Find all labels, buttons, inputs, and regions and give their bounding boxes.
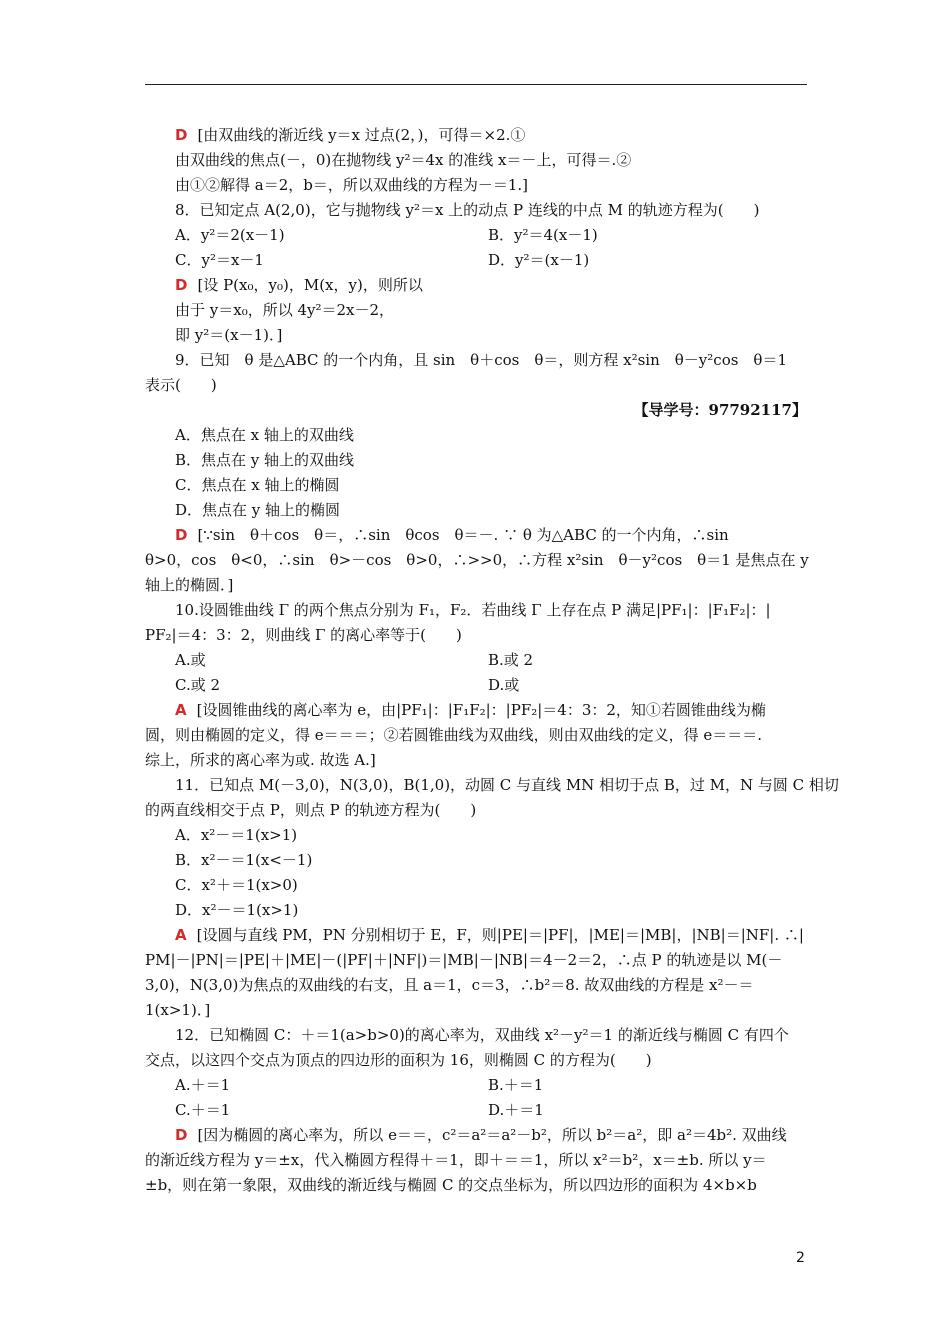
option-row [145,1073,807,1098]
page-content [145,123,839,1198]
solution-line: θ>0，cos θ<0，∴sin θ>－cos θ>0，∴>>0，∴方程 x²sin θ－y²cos θ＝1 是焦点在 y [145,551,809,569]
option-d: D.或 [488,676,520,694]
option-c: C.或 2 [175,676,221,694]
option-a: A．焦点在 x 轴上的双曲线 [175,426,354,444]
solution-line: 由于 y＝x₀，所以 4y²＝2x－2， [175,301,395,319]
option-b: B.＋＝1 [488,1076,544,1094]
question-stem: 8．已知定点 A(2,0)，它与抛物线 y²＝x 上的动点 P 连线的中点 M 的轨迹方程为( ) [175,201,760,219]
solution-line: PM|－|PN|＝|PE|＋|ME|－(|PF|＋|NF|)＝|MB|－|NB|＝4－2＝2，∴点 P 的轨迹是以 M(－ [145,951,783,969]
solution-line: 3,0)，N(3,0)为焦点的双曲线的右支，且 a＝1，c＝3，∴b²＝8. 故双曲线的方程是 x²－＝ [145,976,754,994]
option-row [145,1098,807,1123]
option-row [145,673,807,698]
question-stem: 12．已知椭圆 C：＋＝1(a>b>0)的离心率为，双曲线 x²－y²＝1 的渐近线与椭圆 C 有四个 [175,1026,789,1044]
solution-line: ±b，则在第一象限，双曲线的渐近线与椭圆 C 的交点坐标为，所以四边形的面积为 4×b×b [145,1176,757,1194]
option-a: A.＋＝1 [175,1076,231,1094]
question-stem: 表示( ) [145,376,217,394]
answer-letter: A [175,926,187,944]
option-b: B．y²＝4(x－1) [488,226,598,244]
option-d: D．x²－＝1(x>1) [175,901,299,919]
solution-line: 由①②解得 a＝2，b＝，所以双曲线的方程为－＝1.] [175,176,529,194]
option-row [145,648,807,673]
solution-line: 1(x>1)．] [145,1001,211,1019]
option-c: C．y²＝x－1 [175,251,264,269]
option-row [145,248,807,273]
option-c: C．焦点在 x 轴上的椭圆 [175,476,340,494]
header-rule [145,84,807,85]
option-c: C.＋＝1 [175,1101,231,1119]
question-stem: 11．已知点 M(－3,0)，N(3,0)，B(1,0)，动圆 C 与直线 MN 相切于点 B，过 M，N 与圆 C 相切 [175,776,839,794]
option-a: A．x²－＝1(x>1) [175,826,298,844]
solution-line: 的渐近线方程为 y＝±x，代入椭圆方程得＋＝1，即＋＝＝1，所以 x²＝b²，x＝±b. 所以 y＝ [145,1151,767,1169]
question-stem: 交点，以这四个交点为顶点的四边形的面积为 16，则椭圆 C 的方程为( ) [145,1051,652,1069]
solution-line: 即 y²＝(x－1)．] [175,326,283,344]
guide-number: 【导学号：97792117】 [633,401,807,419]
solution-line: 轴上的椭圆．] [145,576,234,594]
question-stem: 9．已知 θ 是△ABC 的一个内角，且 sin θ＋cos θ＝，则方程 x²sin θ－y²cos θ＝1 [175,351,787,369]
answer-letter: A [175,701,187,719]
answer-letter: D [175,276,188,294]
answer-letter: D [175,526,188,544]
answer-letter: D [175,126,188,144]
option-d: D．y²＝(x－1) [488,251,590,269]
option-row [145,223,807,248]
option-a: A.或 [175,651,206,669]
solution-line: A [设圆与直线 PM，PN 分别相切于 E，F，则|PE|＝|PF|，|ME|＝|MB|，|NB|＝|NF|. ∴| [175,926,804,944]
option-d: D．焦点在 y 轴上的椭圆 [175,501,341,519]
question-stem: PF₂|＝4：3：2，则曲线 Γ 的离心率等于( ) [145,626,462,644]
solution-line: D [因为椭圆的离心率为，所以 e＝＝，c²＝a²＝a²－b²，所以 b²＝a²，即 a²＝4b². 双曲线 [175,1126,787,1144]
answer-letter: D [175,1126,188,1144]
solution-line: A [设圆锥曲线的离心率为 e，由|PF₁|：|F₁F₂|：|PF₂|＝4：3：2，知①若圆锥曲线为椭 [175,701,766,719]
solution-line: 圆，则由椭圆的定义，得 e＝＝＝；②若圆锥曲线为双曲线，则由双曲线的定义，得 e＝＝＝. [145,726,763,744]
solution-line: 由双曲线的焦点(－，0)在抛物线 y²＝4x 的准线 x＝－上，可得＝.② [175,151,632,169]
option-b: B．焦点在 y 轴上的双曲线 [175,451,355,469]
option-b: B.或 2 [488,651,534,669]
option-c: C．x²＋＝1(x>0) [175,876,298,894]
option-a: A．y²＝2(x－1) [175,226,285,244]
option-b: B．x²－＝1(x<－1) [175,851,313,869]
question-stem: 的两直线相交于点 P，则点 P 的轨迹方程为( ) [145,801,477,819]
solution-line: D [∵sin θ＋cos θ＝，∴sin θcos θ＝－. ∵ θ 为△ABC 的一个内角，∴sin [175,526,729,544]
solution-line: D [设 P(x₀，y₀)，M(x，y)，则所以 [175,276,423,294]
page-number: 2 [796,1250,805,1266]
option-d: D.＋＝1 [488,1101,544,1119]
solution-line: D [由双曲线的渐近线 y＝x 过点(2，)，可得＝×2.① [175,126,526,144]
solution-line: 综上，所求的离心率为或. 故选 A.] [145,751,376,769]
question-stem: 10.设圆锥曲线 Γ 的两个焦点分别为 F₁，F₂．若曲线 Γ 上存在点 P 满足|PF₁|：|F₁F₂|：| [175,601,771,619]
